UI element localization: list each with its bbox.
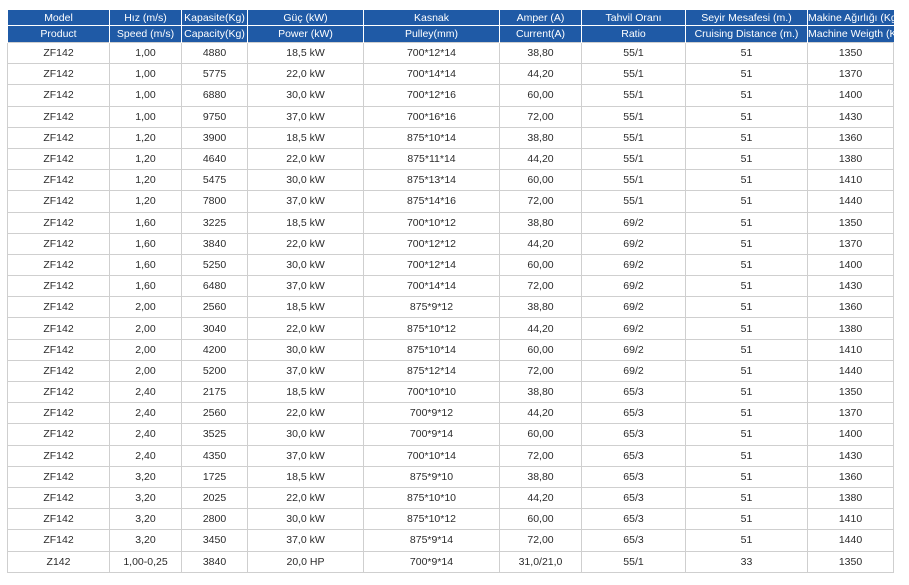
cell-distance: 51 [686,487,808,508]
spec-table-container [7,10,909,573]
header-distance: Seyir Mesafesi (m.) [686,10,808,26]
cell-distance: 51 [686,276,808,297]
cell-pulley: 875*10*12 [364,509,500,530]
cell-weight: 1370 [808,64,894,85]
cell-weight: 1430 [808,106,894,127]
cell-pulley: 875*10*12 [364,318,500,339]
cell-current: 38,80 [500,382,582,403]
cell-weight: 1380 [808,148,894,169]
cell-distance: 51 [686,106,808,127]
cell-distance: 51 [686,233,808,254]
table-row [8,382,894,403]
cell-power: 37,0 kW [248,360,364,381]
cell-ratio: 55/1 [582,170,686,191]
cell-ratio: 69/2 [582,297,686,318]
spec-table [7,10,909,573]
table-row [8,466,894,487]
cell-model: ZF142 [8,64,110,85]
cell-weight: 1430 [808,276,894,297]
header-current: Amper (A) [500,10,582,26]
cell-capacity: 5250 [182,254,248,275]
cell-current: 44,20 [500,233,582,254]
cell-speed: 2,40 [110,424,182,445]
cell-pulley: 875*10*14 [364,339,500,360]
cell-power: 37,0 kW [248,276,364,297]
cell-model: ZF142 [8,297,110,318]
cell-speed: 3,20 [110,530,182,551]
cell-pulley: 700*16*16 [364,106,500,127]
cell-model: ZF142 [8,339,110,360]
cell-capacity: 2175 [182,382,248,403]
cell-current: 44,20 [500,403,582,424]
cell-weight: 1400 [808,424,894,445]
cell-speed: 1,60 [110,276,182,297]
cell-model: ZF142 [8,254,110,275]
cell-pulley: 700*9*14 [364,424,500,445]
cell-ratio: 65/3 [582,403,686,424]
cell-power: 30,0 kW [248,254,364,275]
cell-current: 60,00 [500,509,582,530]
cell-weight: 1410 [808,339,894,360]
cell-distance: 51 [686,403,808,424]
cell-distance: 33 [686,551,808,572]
cell-capacity: 5775 [182,64,248,85]
cell-current: 72,00 [500,445,582,466]
cell-distance: 51 [686,360,808,381]
cell-capacity: 3525 [182,424,248,445]
cell-power: 22,0 kW [248,487,364,508]
header-ratio: Tahvil Oranı [582,10,686,26]
header-speed-en: Speed (m/s) [110,26,182,43]
cell-power: 18,5 kW [248,127,364,148]
cell-pulley: 700*10*10 [364,382,500,403]
cell-capacity: 6880 [182,85,248,106]
cell-model: ZF142 [8,233,110,254]
table-row [8,424,894,445]
cell-weight: 1400 [808,254,894,275]
header-distance-en: Cruising Distance (m.) [686,26,808,43]
cell-distance: 51 [686,85,808,106]
cell-pulley: 700*12*14 [364,254,500,275]
cell-weight: 1400 [808,85,894,106]
cell-model: ZF142 [8,43,110,64]
cell-model: ZF142 [8,276,110,297]
cell-pulley: 875*13*14 [364,170,500,191]
table-row [8,148,894,169]
cell-model: ZF142 [8,127,110,148]
cell-model: ZF142 [8,509,110,530]
cell-current: 31,0/21,0 [500,551,582,572]
cell-model: ZF142 [8,170,110,191]
cell-current: 44,20 [500,148,582,169]
cell-pulley: 875*9*10 [364,466,500,487]
table-row [8,509,894,530]
cell-power: 20,0 HP [248,551,364,572]
cell-current: 72,00 [500,276,582,297]
cell-ratio: 55/1 [582,191,686,212]
cell-speed: 1,00 [110,106,182,127]
cell-ratio: 69/2 [582,360,686,381]
cell-pulley: 700*14*14 [364,276,500,297]
cell-distance: 51 [686,297,808,318]
cell-power: 30,0 kW [248,85,364,106]
cell-capacity: 3450 [182,530,248,551]
cell-speed: 2,00 [110,360,182,381]
cell-pulley: 875*11*14 [364,148,500,169]
cell-capacity: 5200 [182,360,248,381]
cell-model: ZF142 [8,530,110,551]
cell-weight: 1440 [808,530,894,551]
cell-speed: 2,00 [110,339,182,360]
cell-ratio: 65/3 [582,445,686,466]
cell-weight: 1370 [808,233,894,254]
cell-capacity: 2025 [182,487,248,508]
cell-distance: 51 [686,424,808,445]
cell-capacity: 9750 [182,106,248,127]
cell-capacity: 5475 [182,170,248,191]
cell-speed: 1,60 [110,233,182,254]
cell-speed: 1,00 [110,43,182,64]
cell-ratio: 55/1 [582,64,686,85]
table-body [8,43,894,573]
table-row [8,297,894,318]
cell-speed: 3,20 [110,509,182,530]
table-header [8,10,909,43]
cell-speed: 2,00 [110,318,182,339]
cell-power: 30,0 kW [248,339,364,360]
cell-capacity: 1725 [182,466,248,487]
header-weight: Makine Ağırlığı (Kg.) [808,11,904,24]
table-row [8,551,894,572]
cell-speed: 1,20 [110,191,182,212]
table-row [8,403,894,424]
cell-ratio: 55/1 [582,106,686,127]
cell-ratio: 65/3 [582,530,686,551]
cell-capacity: 3840 [182,551,248,572]
cell-current: 38,80 [500,297,582,318]
cell-pulley: 700*12*16 [364,85,500,106]
cell-distance: 51 [686,43,808,64]
cell-pulley: 700*10*12 [364,212,500,233]
cell-power: 18,5 kW [248,466,364,487]
cell-pulley: 700*9*14 [364,551,500,572]
cell-distance: 51 [686,466,808,487]
cell-model: ZF142 [8,191,110,212]
cell-speed: 1,60 [110,254,182,275]
cell-speed: 1,20 [110,148,182,169]
cell-weight: 1440 [808,360,894,381]
cell-speed: 2,40 [110,382,182,403]
cell-current: 60,00 [500,254,582,275]
cell-current: 60,00 [500,424,582,445]
table-row [8,127,894,148]
cell-ratio: 65/3 [582,466,686,487]
cell-model: ZF142 [8,466,110,487]
cell-distance: 51 [686,212,808,233]
cell-pulley: 875*14*16 [364,191,500,212]
table-row [8,106,894,127]
cell-speed: 1,20 [110,127,182,148]
cell-ratio: 65/3 [582,487,686,508]
cell-ratio: 69/2 [582,233,686,254]
cell-weight: 1360 [808,297,894,318]
cell-ratio: 69/2 [582,276,686,297]
cell-ratio: 55/1 [582,85,686,106]
cell-speed: 3,20 [110,466,182,487]
cell-model: ZF142 [8,106,110,127]
table-row [8,170,894,191]
cell-pulley: 700*10*14 [364,445,500,466]
cell-pulley: 875*9*14 [364,530,500,551]
cell-speed: 3,20 [110,487,182,508]
cell-current: 38,80 [500,466,582,487]
cell-capacity: 2560 [182,403,248,424]
cell-pulley: 700*12*14 [364,43,500,64]
cell-weight: 1430 [808,445,894,466]
cell-capacity: 6480 [182,276,248,297]
header-weight-en: Machine Weigth (Kg.) [808,26,894,43]
header-row-tr [8,10,894,26]
cell-model: ZF142 [8,382,110,403]
cell-speed: 2,40 [110,403,182,424]
header-capacity-en: Capacity(Kg) [182,26,248,43]
header-row-en [8,26,894,43]
cell-model: Z142 [8,551,110,572]
cell-speed: 1,00-0,25 [110,551,182,572]
cell-current: 44,20 [500,318,582,339]
cell-speed: 1,00 [110,64,182,85]
cell-weight: 1350 [808,43,894,64]
cell-current: 72,00 [500,530,582,551]
table-row [8,85,894,106]
cell-weight: 1360 [808,127,894,148]
cell-model: ZF142 [8,487,110,508]
cell-power: 22,0 kW [248,64,364,85]
cell-distance: 51 [686,254,808,275]
cell-ratio: 55/1 [582,43,686,64]
cell-model: ZF142 [8,445,110,466]
cell-current: 72,00 [500,106,582,127]
cell-weight: 1380 [808,318,894,339]
header-pulley-en: Pulley(mm) [364,26,500,43]
cell-distance: 51 [686,382,808,403]
header-product: Product [8,26,110,43]
cell-power: 22,0 kW [248,318,364,339]
cell-power: 18,5 kW [248,382,364,403]
cell-current: 60,00 [500,339,582,360]
cell-distance: 51 [686,509,808,530]
cell-distance: 51 [686,530,808,551]
table-row [8,318,894,339]
header-power: Güç (kW) [248,10,364,26]
cell-power: 37,0 kW [248,445,364,466]
cell-model: ZF142 [8,318,110,339]
table-row [8,360,894,381]
cell-weight: 1360 [808,466,894,487]
cell-capacity: 2560 [182,297,248,318]
cell-ratio: 69/2 [582,212,686,233]
cell-power: 37,0 kW [248,530,364,551]
cell-weight: 1370 [808,403,894,424]
table-row [8,254,894,275]
cell-distance: 51 [686,64,808,85]
cell-power: 37,0 kW [248,191,364,212]
cell-model: ZF142 [8,85,110,106]
cell-pulley: 700*12*12 [364,233,500,254]
cell-power: 30,0 kW [248,170,364,191]
cell-ratio: 55/1 [582,127,686,148]
cell-model: ZF142 [8,148,110,169]
cell-speed: 2,40 [110,445,182,466]
cell-weight: 1350 [808,382,894,403]
table-row [8,530,894,551]
cell-weight: 1350 [808,212,894,233]
cell-model: ZF142 [8,360,110,381]
cell-power: 22,0 kW [248,233,364,254]
cell-current: 72,00 [500,360,582,381]
cell-pulley: 700*9*12 [364,403,500,424]
cell-pulley: 875*9*12 [364,297,500,318]
header-current-en: Current(A) [500,26,582,43]
header-capacity: Kapasite(Kg) [182,10,248,26]
cell-capacity: 4350 [182,445,248,466]
cell-weight: 1350 [808,551,894,572]
cell-capacity: 4880 [182,43,248,64]
cell-current: 38,80 [500,43,582,64]
cell-current: 38,80 [500,127,582,148]
cell-model: ZF142 [8,212,110,233]
cell-capacity: 3225 [182,212,248,233]
cell-distance: 51 [686,170,808,191]
table-row [8,43,894,64]
table-row [8,487,894,508]
cell-power: 22,0 kW [248,403,364,424]
cell-distance: 51 [686,318,808,339]
table-row [8,212,894,233]
cell-ratio: 69/2 [582,254,686,275]
cell-distance: 51 [686,339,808,360]
cell-ratio: 65/3 [582,382,686,403]
cell-power: 37,0 kW [248,106,364,127]
cell-power: 18,5 kW [248,212,364,233]
cell-capacity: 4640 [182,148,248,169]
cell-ratio: 69/2 [582,339,686,360]
header-ratio-en: Ratio [582,26,686,43]
cell-capacity: 3040 [182,318,248,339]
cell-weight: 1440 [808,191,894,212]
cell-distance: 51 [686,127,808,148]
cell-speed: 2,00 [110,297,182,318]
cell-current: 44,20 [500,487,582,508]
cell-pulley: 875*12*14 [364,360,500,381]
cell-capacity: 4200 [182,339,248,360]
cell-ratio: 65/3 [582,424,686,445]
cell-power: 30,0 kW [248,424,364,445]
header-model: Model [8,10,110,26]
cell-distance: 51 [686,148,808,169]
header-pulley: Kasnak [364,10,500,26]
cell-ratio: 55/1 [582,551,686,572]
table-row [8,191,894,212]
cell-current: 44,20 [500,64,582,85]
cell-capacity: 3900 [182,127,248,148]
cell-speed: 1,60 [110,212,182,233]
cell-power: 18,5 kW [248,43,364,64]
cell-pulley: 700*14*14 [364,64,500,85]
cell-distance: 51 [686,445,808,466]
cell-ratio: 65/3 [582,509,686,530]
cell-model: ZF142 [8,424,110,445]
cell-capacity: 3840 [182,233,248,254]
cell-current: 60,00 [500,85,582,106]
cell-speed: 1,00 [110,85,182,106]
cell-power: 22,0 kW [248,148,364,169]
table-row [8,339,894,360]
header-speed: Hız (m/s) [110,10,182,26]
cell-weight: 1410 [808,170,894,191]
header-power-en: Power (kW) [248,26,364,43]
cell-current: 72,00 [500,191,582,212]
cell-power: 18,5 kW [248,297,364,318]
cell-speed: 1,20 [110,170,182,191]
cell-capacity: 7800 [182,191,248,212]
cell-capacity: 2800 [182,509,248,530]
table-row [8,445,894,466]
cell-model: ZF142 [8,403,110,424]
cell-power: 30,0 kW [248,509,364,530]
table-row [8,276,894,297]
cell-pulley: 875*10*14 [364,127,500,148]
cell-weight: 1380 [808,487,894,508]
cell-current: 60,00 [500,170,582,191]
cell-weight: 1410 [808,509,894,530]
cell-ratio: 55/1 [582,148,686,169]
cell-current: 38,80 [500,212,582,233]
table-row [8,64,894,85]
cell-pulley: 875*10*10 [364,487,500,508]
cell-distance: 51 [686,191,808,212]
cell-ratio: 69/2 [582,318,686,339]
table-row [8,233,894,254]
